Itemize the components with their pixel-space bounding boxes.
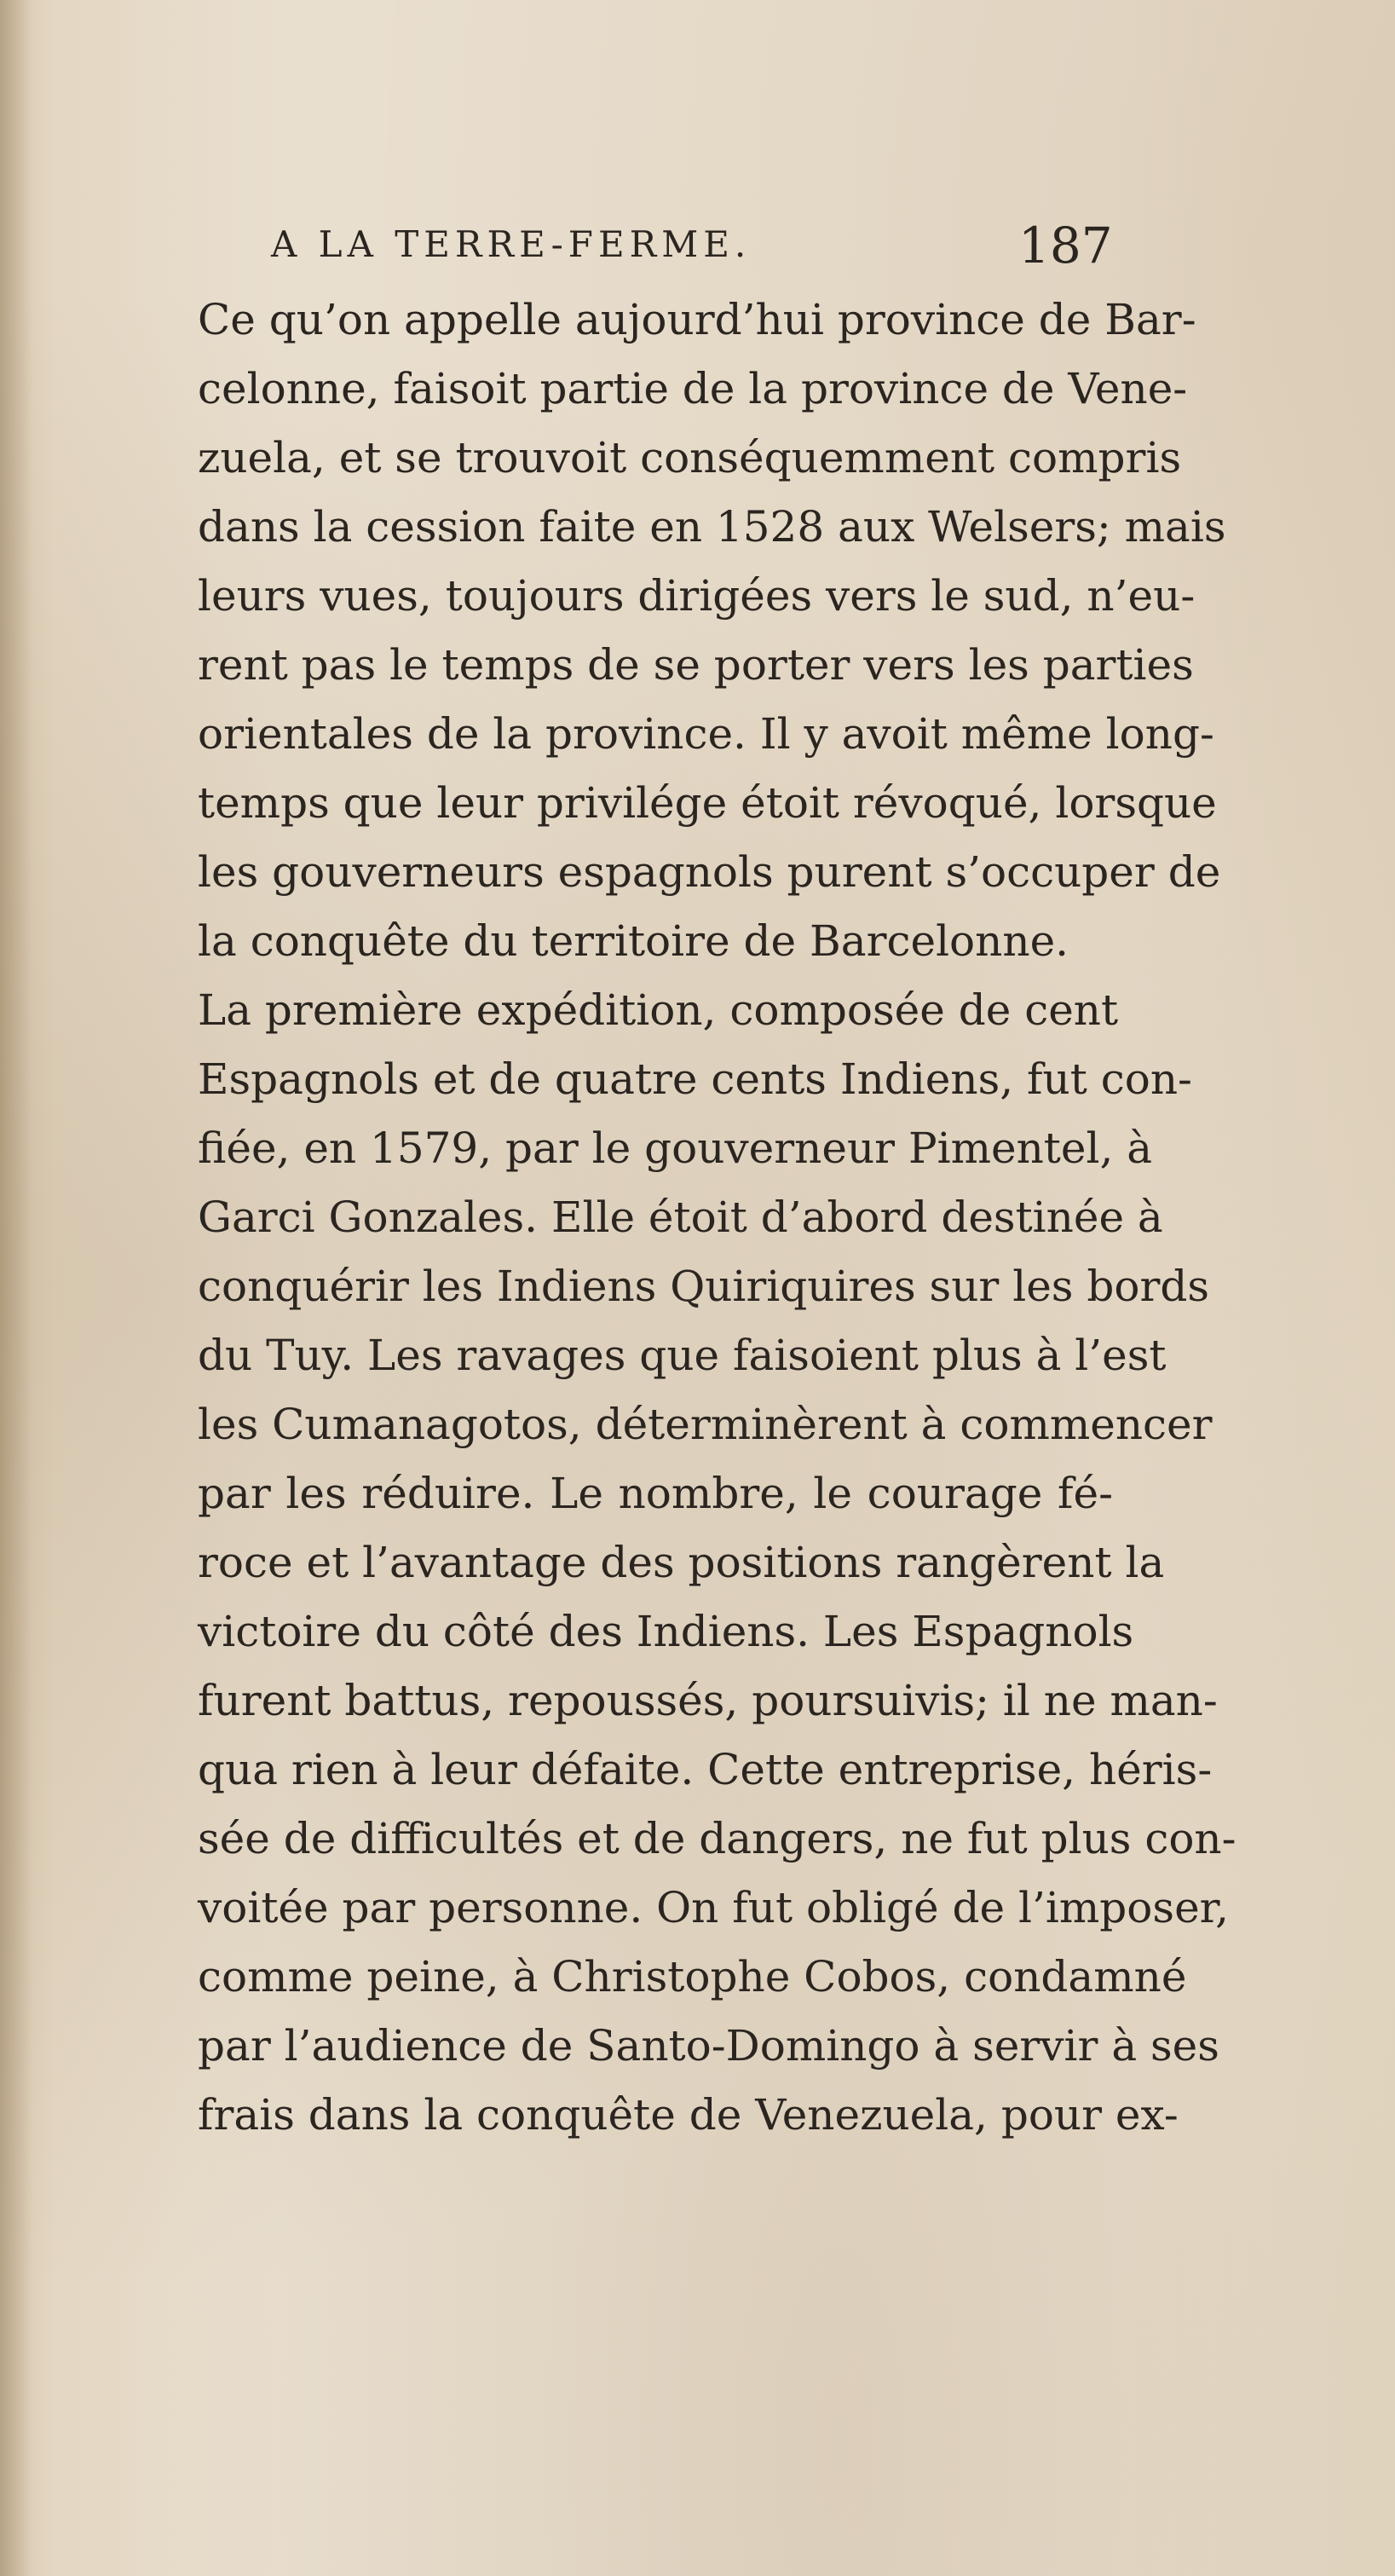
- text-line: sée de difficultés et de dangers, ne fut plus con-: [198, 1814, 1236, 1863]
- text-line: celonne, faisoit partie de la province de Vene-: [198, 364, 1188, 413]
- text-line: orientales de la province. Il y avoit même long-: [198, 709, 1214, 759]
- text-line: qua rien à leur défaite. Cette entreprise, héris-: [198, 1745, 1213, 1794]
- text-line: Ce qu’on appelle aujourd’hui province de Bar-: [198, 295, 1196, 344]
- text-line: Garci Gonzales. Elle étoit d’abord destinée à: [198, 1193, 1163, 1242]
- text-line: Espagnols et de quatre cents Indiens, fut con-: [198, 1054, 1192, 1104]
- text-line: par les réduire. Le nombre, le courage fé-: [198, 1469, 1113, 1518]
- text-line: rent pas le temps de se porter vers les parties: [198, 640, 1194, 690]
- text-line: zuela, et se trouvoit conséquemment compris: [198, 433, 1182, 482]
- text-line: frais dans la conquête de Venezuela, pour ex-: [198, 2090, 1179, 2140]
- text-line: la conquête du territoire de Barcelonne.: [198, 916, 1069, 966]
- text-line: du Tuy. Les ravages que faisoient plus à l’est: [198, 1331, 1167, 1380]
- text-line: roce et l’avantage des positions rangèrent la: [198, 1538, 1165, 1587]
- running-head: A LA TERRE-FERME.: [271, 223, 752, 265]
- text-line: comme peine, à Christophe Cobos, condamné: [198, 1952, 1187, 2001]
- text-line: La première expédition, composée de cent: [198, 985, 1119, 1035]
- text-line: leurs vues, toujours dirigées vers le sud, n’eu-: [198, 571, 1196, 621]
- text-line: fiée, en 1579, par le gouverneur Pimentel, à: [198, 1123, 1153, 1173]
- body-text: [48, 286, 1236, 2150]
- text-line: victoire du côté des Indiens. Les Espagnols: [198, 1607, 1134, 1656]
- text-line: dans la cession faite en 1528 aux Welsers; mais: [198, 502, 1226, 552]
- text-line: furent battus, repoussés, poursuivis; il ne man-: [198, 1676, 1218, 1725]
- page-header: [271, 217, 1123, 283]
- text-line: voitée par personne. On fut obligé de l’imposer,: [198, 1883, 1229, 1932]
- text-line: les gouverneurs espagnols purent s’occuper de: [198, 847, 1221, 897]
- page-number: 187: [1018, 217, 1113, 274]
- text-line: par l’audience de Santo-Domingo à servir à ses: [198, 2021, 1219, 2071]
- text-line: conquérir les Indiens Quiriquires sur les bords: [198, 1262, 1210, 1311]
- text-line: les Cumanagotos, déterminèrent à commencer: [198, 1400, 1213, 1449]
- gutter-shadow: [0, 0, 32, 2576]
- text-line: temps que leur privilége étoit révoqué, lorsque: [198, 778, 1217, 828]
